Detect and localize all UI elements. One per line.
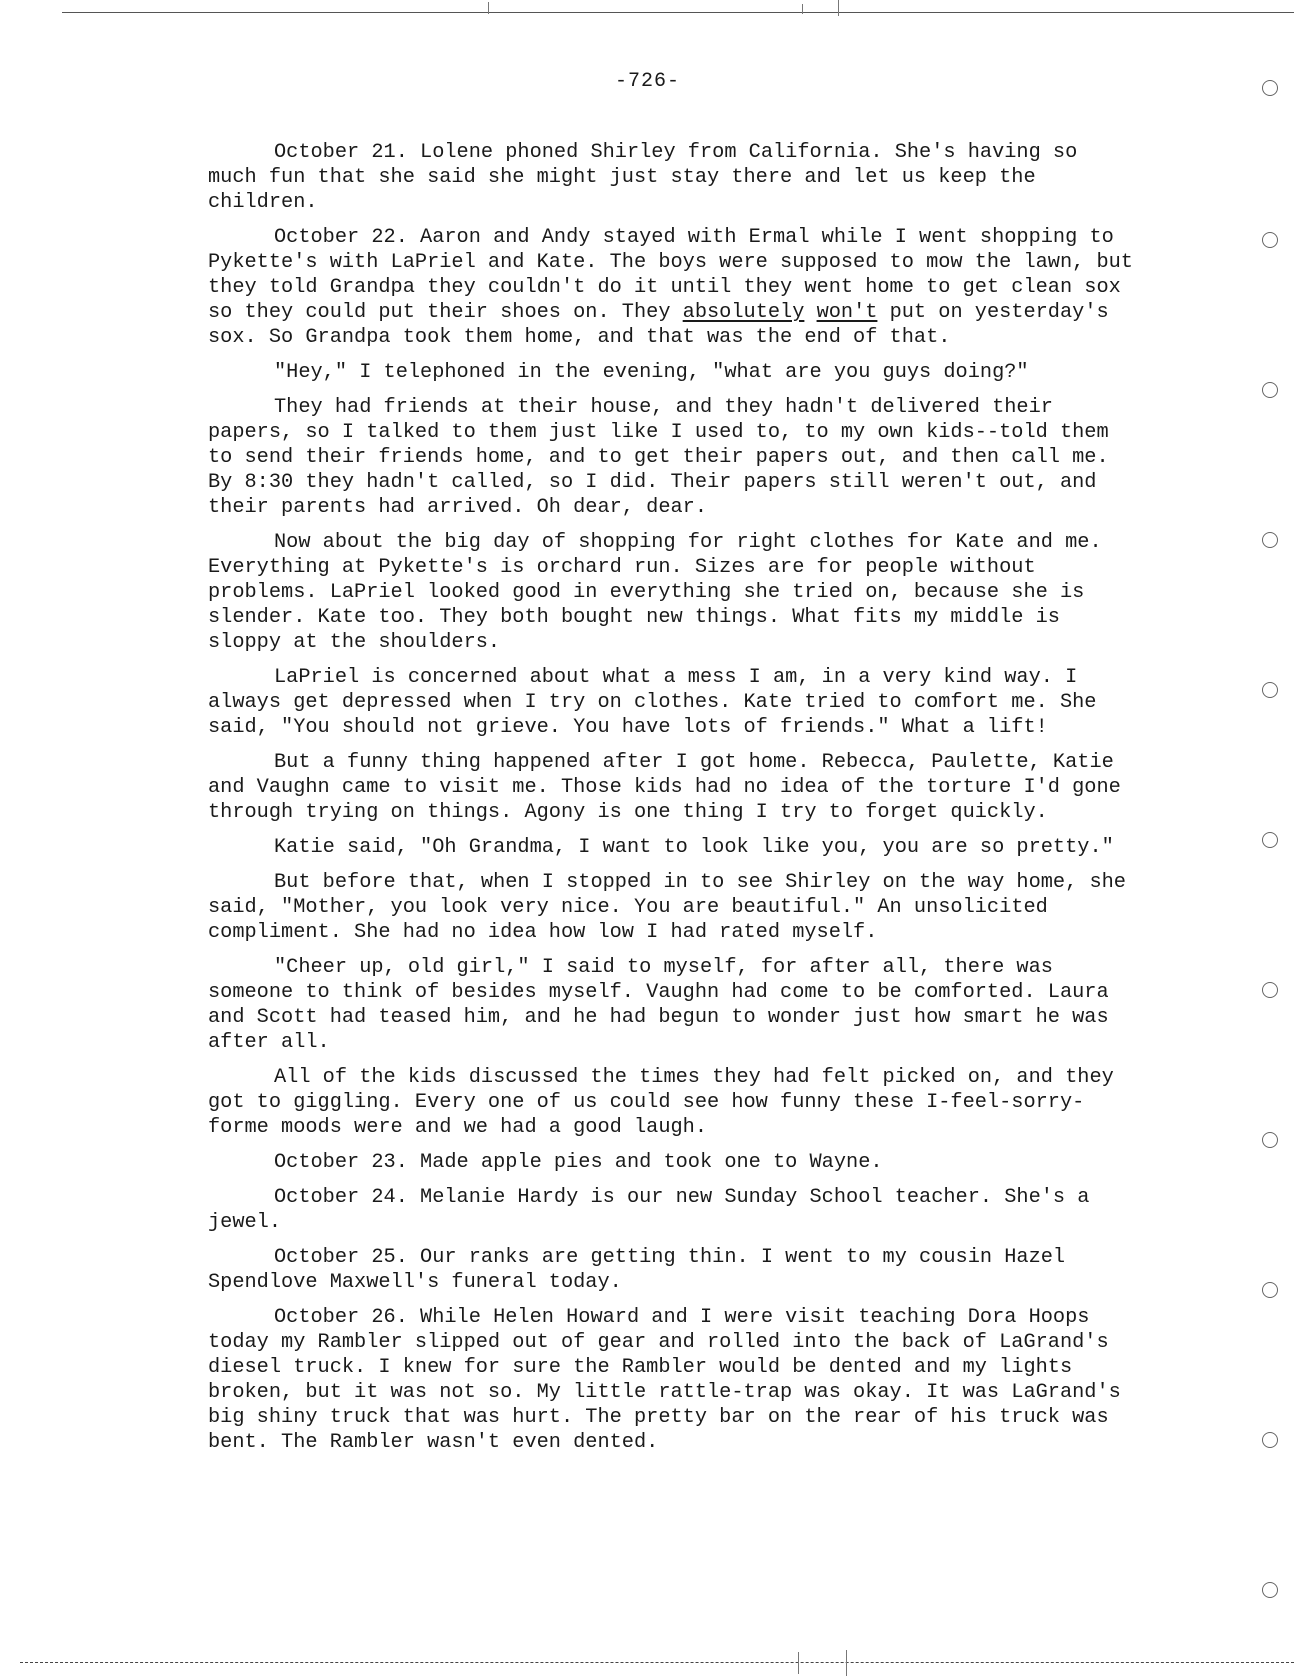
journal-body <box>208 140 1138 1465</box>
binder-hole-icon <box>1262 532 1278 548</box>
paragraph-friends: They had friends at their house, and they hadn't delivered their papers, so I talked to them just like I used to, to my own kids--told them to send their friends home, and to get their papers out, and then call me. By 8:30 they hadn't called, so I did. Their papers still weren't out, and their parents had arrived. Oh dear, dear. <box>208 396 1109 519</box>
paragraph-shopping: Now about the big day of shopping for right clothes for Kate and me. Everything at Pykette's is orchard run. Sizes are for people without problems. LaPriel looked good in everything she tried on, because she is slender. Kate too. They both bought new things. What fits my middle is sloppy at the shoulders. <box>208 531 1102 654</box>
paragraph-oct26: October 26. While Helen Howard and I were visit teaching Dora Hoops today my Rambler slipped out of gear and rolled into the back of LaGrand's diesel truck. I knew for sure the Rambler would be dented and my lights broken, but it was not so. My little rattle-trap was okay. It was LaGrand's big shiny truck that was hurt. The pretty bar on the rear of his truck was bent. The Rambler wasn't even dented. <box>208 1306 1121 1454</box>
paragraph-text: October 22. Aaron and Andy stayed with Ermal while I went shopping to Pykette's with LaPriel and Kate. The boys were supposed to mow the lawn, but they told Grandpa they couldn't do it until they went home to get clean sox so they could put their shoes on. They <box>208 226 1133 324</box>
binder-hole-icon <box>1262 982 1278 998</box>
scan-mark <box>846 1650 847 1676</box>
binder-hole-icon <box>1262 382 1278 398</box>
paragraph-oct22 <box>208 225 1138 350</box>
paragraph-kids: All of the kids discussed the times they had felt picked on, and they got to giggling. Every one of us could see how funny these I-feel-sorry-forme moods were and we had a good laugh. <box>208 1066 1114 1139</box>
scan-mark <box>798 1652 799 1674</box>
underlined-word-absolutely: absolutely <box>682 301 805 324</box>
paragraph-text <box>804 301 816 324</box>
top-edge-rule <box>62 12 1294 13</box>
scan-mark <box>802 4 803 14</box>
binder-hole-icon <box>1262 1132 1278 1148</box>
binder-hole-icon <box>1262 80 1278 96</box>
paragraph-katie: Katie said, "Oh Grandma, I want to look like you, you are so pretty." <box>274 836 1114 859</box>
paragraph-oct23: October 23. Made apple pies and took one to Wayne. <box>274 1151 883 1174</box>
bottom-edge-rule <box>20 1662 1294 1663</box>
binder-hole-icon <box>1262 682 1278 698</box>
paragraph-oct21: October 21. Lolene phoned Shirley from California. She's having so much fun that she said she might just stay there and let us keep the children. <box>208 141 1078 214</box>
scan-mark <box>488 2 489 14</box>
binder-hole-icon <box>1262 1582 1278 1598</box>
scan-mark <box>838 0 839 16</box>
binder-hole-icon <box>1262 232 1278 248</box>
binder-hole-icon <box>1262 1282 1278 1298</box>
binder-hole-icon <box>1262 1432 1278 1448</box>
paragraph-oct25: October 25. Our ranks are getting thin. I went to my cousin Hazel Spendlove Maxwell's funeral today. <box>208 1246 1066 1294</box>
paragraph-funny: But a funny thing happened after I got home. Rebecca, Paulette, Katie and Vaughn came to visit me. Those kids had no idea of the torture I'd gone through trying on things. Agony is one thing I try to forget quickly. <box>208 751 1121 824</box>
paragraph-hey: "Hey," I telephoned in the evening, "what are you guys doing?" <box>274 361 1029 384</box>
paragraph-shirley: But before that, when I stopped in to see Shirley on the way home, she said, "Mother, you look very nice. You are beautiful." An unsolicited compliment. She had no idea how low I had rated myself. <box>208 871 1126 944</box>
underlined-word-wont: won't <box>816 301 878 324</box>
binder-hole-icon <box>1262 832 1278 848</box>
paragraph-concerned: LaPriel is concerned about what a mess I am, in a very kind way. I always get depressed when I try on clothes. Kate tried to comfort me. She said, "You should not grieve. You have lots of friends." What a lift! <box>208 666 1097 739</box>
paragraph-text: put on yesterday's sox. So Grandpa took them home, and that was the end of that. <box>208 301 1109 349</box>
page-number: -726- <box>614 70 680 93</box>
paragraph-oct24: October 24. Melanie Hardy is our new Sunday School teacher. She's a jewel. <box>208 1186 1090 1234</box>
paragraph-cheer: "Cheer up, old girl," I said to myself, for after all, there was someone to think of besides myself. Vaughn had come to be comforted. Laura and Scott had teased him, and he had begun to wonder just how smart he was after all. <box>208 956 1109 1054</box>
